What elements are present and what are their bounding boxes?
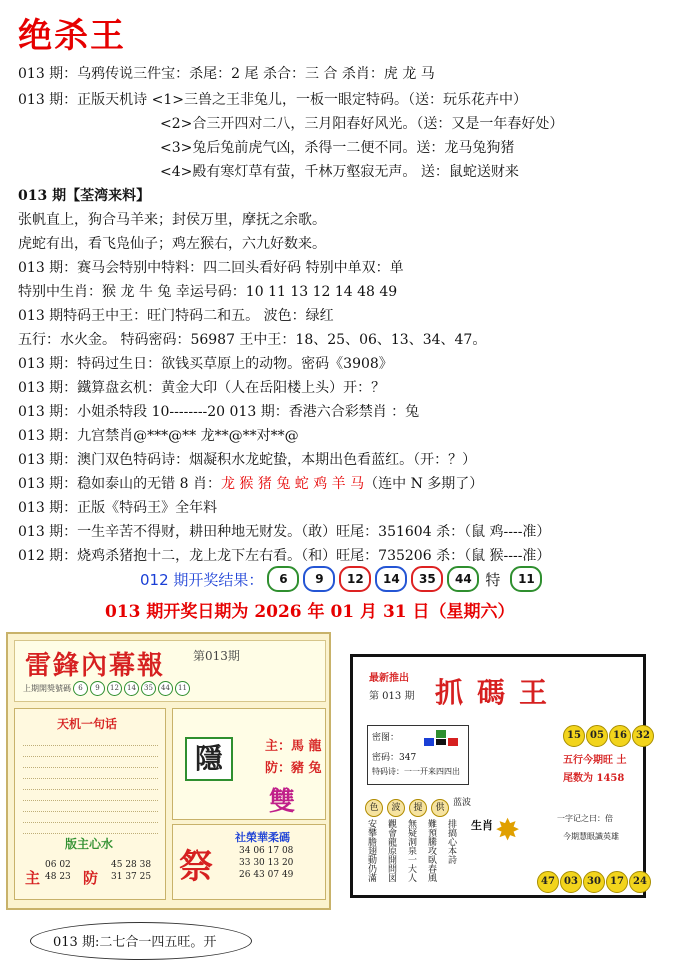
result-ball: 14 <box>375 566 407 592</box>
text-line <box>18 378 385 398</box>
leifeng-balls-label: 上期開獎號碼 <box>23 684 71 693</box>
text-line <box>18 330 486 350</box>
verse-column: 難預騰攻臥春風 <box>426 819 436 882</box>
yin-zhu: 主：馬 龍 <box>265 739 322 754</box>
verse-column: 無疑洞泉一大人 <box>406 819 416 882</box>
color-tag-text: 蓝波 <box>453 798 472 808</box>
text-line <box>18 186 150 206</box>
code-box <box>367 725 469 785</box>
line-red-text: 龙 猴 猪 兔 蛇 鸡 羊 马 <box>220 476 365 492</box>
line-text: 013 期：九宫禁肖@***@** 龙**@**对**@ <box>18 428 299 444</box>
text-line <box>18 522 550 542</box>
text-line <box>18 498 217 518</box>
text-line <box>18 234 326 254</box>
yin-char: 隱 <box>185 737 233 781</box>
text-line <box>18 354 393 374</box>
text-line <box>18 546 550 566</box>
color-tag: 色 <box>365 799 383 817</box>
leifeng-ball: 14 <box>124 681 139 696</box>
wuxing-text: 五行今期旺 土 <box>563 755 627 766</box>
line-text: 特别中生肖：猴 龙 牛 兔 幸运号码：10 11 13 12 14 48 49 <box>18 284 398 300</box>
bubble-text: 013 期:二七合一四五旺。开 <box>53 935 217 950</box>
results-row <box>140 566 542 592</box>
shengxiao-label: 生肖 <box>471 819 493 832</box>
leifeng-ball: 9 <box>90 681 105 696</box>
zmw-balls-bottom <box>537 871 652 893</box>
line-text: 013 期特码王中王：旺门特码二和五。 波色：绿红 <box>18 308 334 324</box>
leifeng-ball: 11 <box>175 681 190 696</box>
zmw-ball: 30 <box>583 871 605 893</box>
zmw-ball: 16 <box>609 725 631 747</box>
zmw-ball: 05 <box>586 725 608 747</box>
line-text: 五行：水火金。 特码密码：56987 王中王：18、25、06、13、34、47。 <box>18 332 487 348</box>
special-ball: 11 <box>510 566 542 592</box>
leifeng-balls <box>23 681 190 696</box>
line-text: 虎蛇有出，看飞凫仙子；鸡左猴右，六九好数来。 <box>18 236 326 252</box>
verse-column: 安攀膽翅動仍滿 <box>366 819 376 882</box>
line-text: 013 期【荃湾来料】 <box>18 188 151 204</box>
flag-logo-icon <box>424 730 460 746</box>
text-line <box>18 282 397 302</box>
text-line <box>18 426 299 446</box>
line-text: 013 期：稳如泰山的无错 8 肖： <box>18 476 221 492</box>
special-label: 特 <box>485 570 501 589</box>
yin-box <box>172 708 326 820</box>
leifeng-header <box>14 640 326 702</box>
line-text: <3>兔后兔前虎气凶，杀得一二便不同。送：龙马兔狗猪 <box>160 140 515 156</box>
tianji-rows <box>23 737 158 836</box>
speech-bubble <box>30 922 252 960</box>
leifeng-title: 雷鋒內幕報 <box>25 651 166 681</box>
zmw-ball: 15 <box>563 725 585 747</box>
leifeng-ball: 44 <box>158 681 173 696</box>
draw-date: 013 期开奖日期为 2026 年 01 月 31 日（星期六） <box>105 602 515 622</box>
text-line <box>18 210 326 230</box>
line-text: 013 期：澳门双色特码诗：烟凝积水龙蛇蛰，本期出色看蓝红。（开：？） <box>18 452 477 468</box>
code-img-label: 密图： <box>372 733 400 743</box>
color-tag: 波 <box>387 799 405 817</box>
tianji-box <box>14 708 166 900</box>
shehua-box <box>172 824 326 900</box>
zmw-ball: 24 <box>629 871 651 893</box>
shehua-nums: 34 06 17 08 33 30 13 20 26 43 07 49 <box>239 846 294 880</box>
line-text: 013 期：赛马会特别中特料：四二回头看好码 特别中单双：单 <box>18 260 404 276</box>
zmw-title: 抓碼王 <box>435 676 562 709</box>
result-ball: 35 <box>411 566 443 592</box>
results-balls <box>263 566 479 592</box>
line-text: 012 期：烧鸡杀猪抱十二，龙上龙下左右看。（和）旺尾：735206 杀：（鼠 猴----准） <box>18 548 551 564</box>
leifeng-panel <box>6 632 331 910</box>
zmw-ball: 17 <box>606 871 628 893</box>
verse-column: 觀會龍原開問図 <box>386 819 396 882</box>
line-text: <4>殿有寒灯草有萤，千林万壑寂无声。 送：鼠蛇送财来 <box>160 164 519 180</box>
line-text: 013 期：乌鸦传说三件宝：杀尾：2 尾 杀合：三 合 杀肖：虎 龙 马 <box>18 66 435 82</box>
text-line <box>18 258 404 278</box>
line-text: 013 期：小姐杀特段 10--------20 013 期：香港六合彩禁肖 ：兔 <box>18 404 420 420</box>
quote-text: 一字记之曰：倍 <box>557 814 613 823</box>
leifeng-issue: 第013期 <box>193 649 240 663</box>
banzhu-nums-b: 45 28 38 31 37 25 <box>111 860 152 882</box>
poem-label: 特码诗：一一开来四四出 <box>372 767 460 776</box>
weishu-text: 尾数为 1458 <box>563 773 625 784</box>
results-label: 012 期开奖结果： <box>140 570 264 589</box>
line-text: 013 期：鐵算盘玄机：黄金大印（人在岳阳楼上头）开：？ <box>18 380 386 396</box>
result-ball: 12 <box>339 566 371 592</box>
zmw-ball: 32 <box>632 725 654 747</box>
shehua-title: 社榮華柔碼 <box>235 831 290 844</box>
result-ball: 6 <box>267 566 299 592</box>
banzhu-fang: 防 <box>83 869 99 887</box>
page-title: 绝杀王 <box>18 16 126 56</box>
star-icon: ✸ <box>495 813 521 848</box>
verse-columns <box>365 819 457 882</box>
color-tag: 供 <box>431 799 449 817</box>
banzhu-nums-a: 06 02 48 23 <box>45 860 71 882</box>
text-line <box>18 450 476 470</box>
banzhu-zhu: 主 <box>25 869 41 887</box>
line-text: <2>合三开四对二八，三月阳春好风光。（送：又是一年春好处） <box>160 116 564 132</box>
line-text: 013 期：一生辛苦不得财，耕田种地无财发。（敢）旺尾：351604 杀：（鼠 鸡----准） <box>18 524 551 540</box>
text-line <box>18 402 419 422</box>
text-line <box>18 474 483 494</box>
leifeng-ball: 6 <box>73 681 88 696</box>
yin-fang: 防：豬 兔 <box>265 761 322 776</box>
leifeng-ball: 35 <box>141 681 156 696</box>
zmw-ball: 47 <box>537 871 559 893</box>
verse-column: 排搞心本詩 <box>446 819 456 864</box>
color-tag: 提 <box>409 799 427 817</box>
line-tail-text: （连中 N 多期了） <box>364 476 484 492</box>
text-line <box>18 90 527 110</box>
text-line <box>18 64 435 84</box>
result-ball: 9 <box>303 566 335 592</box>
text-line <box>160 162 519 182</box>
line-text: 张帆直上，狗合马羊来；封侯万里，摩抚之余歌。 <box>18 212 326 228</box>
banzhu-title: 版主心水 <box>65 837 114 851</box>
line-text: 013 期：正版天机诗 <1>三兽之王非兔儿，一板一眼定特码。（送：玩乐花卉中） <box>18 92 527 108</box>
new-label: 最新推出 <box>369 673 409 684</box>
line-text: 013 期：特码过生日：欲钱买草原上的动物。密码《3908》 <box>18 356 393 372</box>
shuang-char: 雙 <box>269 787 296 817</box>
zhuamawang-panel <box>350 654 650 898</box>
zmw-balls-top <box>563 725 655 747</box>
text-line <box>160 114 563 134</box>
zmw-issue: 第 013 期 <box>369 691 415 702</box>
tianji-title: 天机一句话 <box>57 717 118 731</box>
line-text: 013 期：正版《特码王》全年料 <box>18 500 218 516</box>
tagline-text: 今期慧眼識英雄 <box>563 832 619 841</box>
zmw-ball: 03 <box>560 871 582 893</box>
leifeng-ball: 12 <box>107 681 122 696</box>
result-ball: 44 <box>447 566 479 592</box>
color-tags <box>365 795 471 817</box>
text-line <box>18 306 334 326</box>
code-label: 密码：347 <box>372 753 417 763</box>
text-line <box>160 138 514 158</box>
ji-char: 祭 <box>179 847 213 887</box>
